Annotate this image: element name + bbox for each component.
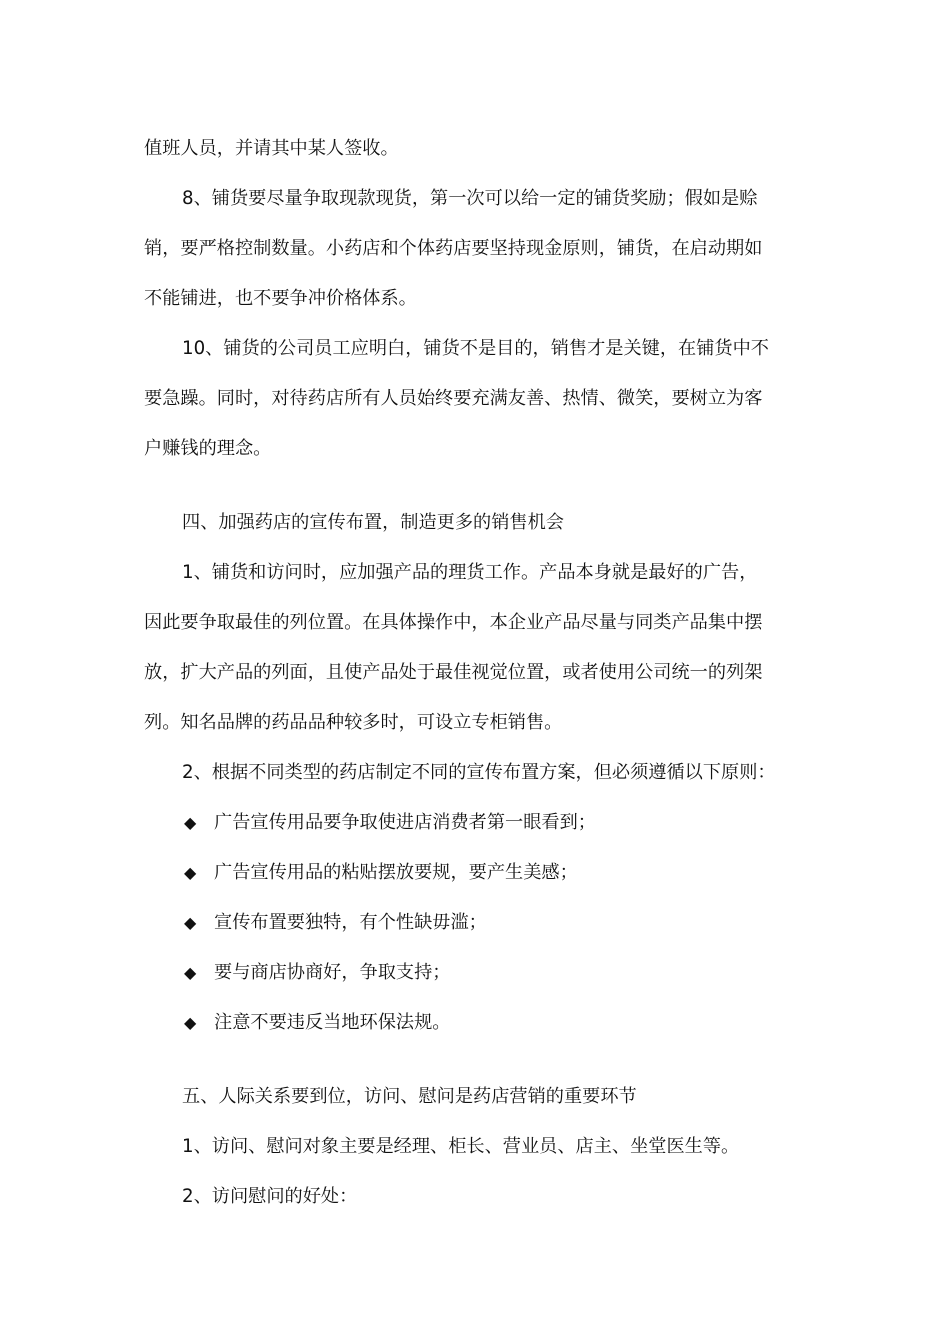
paragraph-line: 10、铺货的公司员工应明白，铺货不是目的，销售才是关键，在铺货中不 (182, 338, 769, 359)
bullet-list-item (144, 998, 807, 1048)
diamond-bullet-icon: ◆ (184, 1013, 197, 1032)
bullet-list-item (144, 898, 807, 948)
paragraph-line: 8、铺货要尽量争取现款现货，第一次可以给一定的铺货奖励；假如是赊 (182, 188, 758, 209)
paragraph-line: 户赚钱的理念。 (144, 438, 272, 459)
paragraph-line: 因此要争取最佳的列位置。在具体操作中，本企业产品尽量与同类产品集中摆 (144, 612, 763, 633)
diamond-bullet-icon: ◆ (184, 913, 197, 932)
paragraph-line: 值班人员，并请其中某人签收。 (144, 138, 399, 159)
bullet-list-item (144, 798, 807, 848)
paragraph-line: 列。知名品牌的药品品种较多时，可设立专柜销售。 (144, 712, 563, 733)
section-heading: 五、人际关系要到位，访问、慰问是药店营销的重要环节 (182, 1086, 637, 1107)
paragraph-line: 放，扩大产品的列面，且使产品处于最佳视觉位置，或者使用公司统一的列架 (144, 662, 763, 683)
paragraph-line: 2、根据不同类型的药店制定不同的宣传布置方案，但必须遵循以下原则： (182, 762, 776, 783)
bullet-list-item (144, 948, 807, 998)
bullet-list-item (144, 848, 807, 898)
diamond-bullet-icon: ◆ (184, 813, 197, 832)
paragraph-line: 1、铺货和访问时，应加强产品的理货工作。产品本身就是最好的广告， (182, 562, 758, 583)
document-body (144, 124, 807, 1222)
paragraph-line: 要急躁。同时，对待药店所有人员始终要充满友善、热情、微笑，要树立为客 (144, 388, 763, 409)
section-spacer (144, 1048, 807, 1072)
diamond-bullet-icon: ◆ (184, 963, 197, 982)
paragraph-line: 1、访问、慰问对象主要是经理、柜长、营业员、店主、坐堂医生等。 (182, 1136, 740, 1157)
paragraph-line: 2、访问慰问的好处： (182, 1186, 358, 1207)
bullet-text: 广告宣传用品要争取使进店消费者第一眼看到； (214, 812, 596, 833)
paragraph-line: 销，要严格控制数量。小药店和个体药店要坚持现金原则，铺货，在启动期如 (144, 238, 763, 259)
paragraph-line: 不能铺进，也不要争冲价格体系。 (144, 288, 417, 309)
bullet-text: 宣传布置要独特，有个性缺毋滥； (214, 912, 487, 933)
section-heading: 四、加强药店的宣传布置，制造更多的销售机会 (182, 512, 564, 533)
bullet-text: 要与商店协商好，争取支持； (214, 962, 451, 983)
section-spacer (144, 474, 807, 498)
diamond-bullet-icon: ◆ (184, 863, 197, 882)
bullet-text: 注意不要违反当地环保法规。 (214, 1012, 451, 1033)
bullet-text: 广告宣传用品的粘贴摆放要规，要产生美感； (214, 862, 578, 883)
